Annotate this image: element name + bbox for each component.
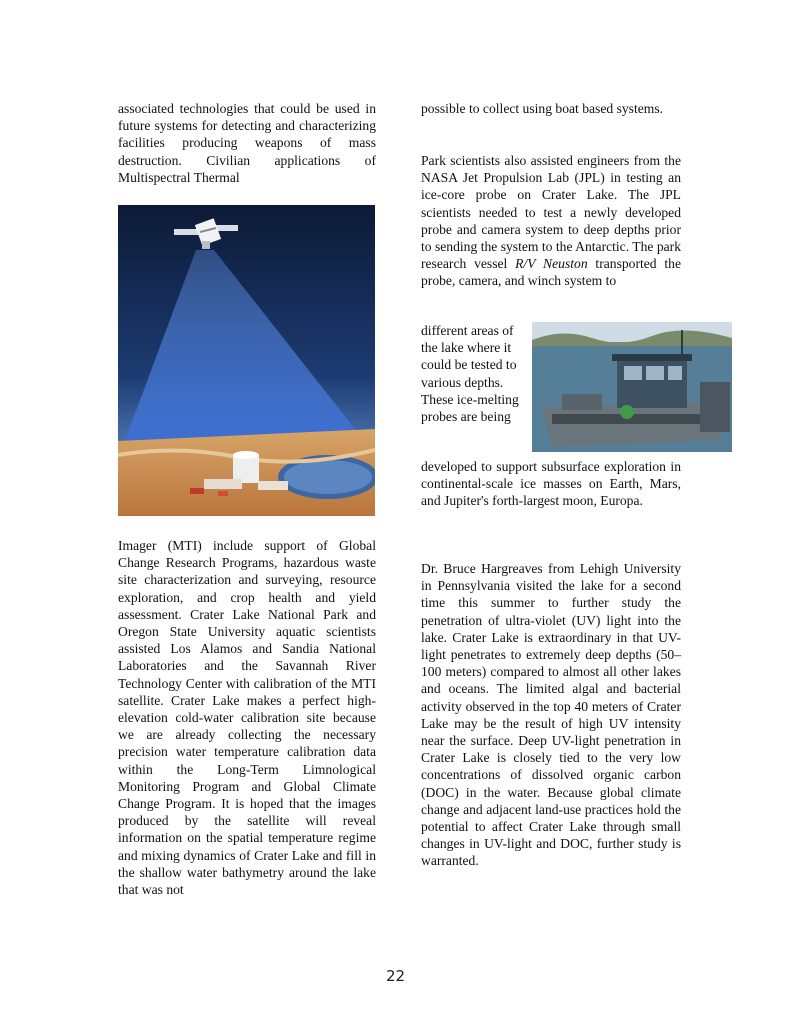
paragraph-mti-intro: associated technologies that could be used in future systems for detecting and characterizing facilities producing weapons of mass destruction. Civilian applications of Multispectral Thermal [118, 101, 376, 185]
paragraph-mti-applications: Imager (MTI) include support of Global Change Research Programs, hazardous waste site characterization and surveying, resource exploration, and crop health and yield assessment. Crater Lake National Park and Oregon State University aquatic scientists assisted Los Alamos and Sandia National Laboratories and the Savannah River Technology Center with calibration of the MTI satellite. Crater Lake makes a perfect high-elevation cold-water calibration site because we are already collecting the necessary precision water temperature calibration data within the Long-Term Limnological Monitoring Program and Global Climate Change Program. It is hoped that the images produced by the satellite will reveal information on the spatial temperature regime and mixing dynamics of Crater Lake and fill in the shallow water bathymetry around the lake that was not [118, 538, 376, 898]
right-column-jpl-end [421, 458, 681, 510]
paragraph-uv-light: Dr. Bruce Hargreaves from Lehigh University in Pennsylvania visited the lake for a second time this summer to further study the penetration of ultra-violet (UV) light into the lake. Crater Lake is extraordinary in that UV-light penetrates to extremely deep depths (50–100 meters) compared to almost all other lakes and oceans. The limited algal and bacterial activity observed in the top 40 meters of Crater Lake may be the result of high UV intensity near the surface. Deep UV-light penetration in Crater Lake is closely tied to the very low concentrations of dissolved organic carbon (DOC) in the water. Because global climate change and adjacent land-use practices hold the potential to affect Crater Lake through small changes in UV-light and DOC, further study is warranted. [421, 561, 681, 869]
satellite-illustration [118, 205, 375, 516]
paragraph-boat-systems: possible to collect using boat based systems. [421, 101, 664, 116]
paragraph-jpl-probe [421, 152, 681, 290]
left-column-bottom-text [118, 537, 376, 898]
page-number: 22 [385, 967, 406, 985]
right-column-uv-text [421, 560, 681, 870]
research-vessel-photo [532, 322, 732, 452]
left-column-top-text [118, 100, 376, 186]
right-column-jpl-text [421, 152, 681, 290]
right-column-top-text [421, 100, 681, 117]
jpl-text-part2: transported the probe, camera, and winch system to [421, 256, 681, 289]
jpl-text-part1: Park scientists also assisted engineers from the NASA Jet Propulsion Lab (JPL) in testing an ice-core probe on Crater Lake. The JPL scientists needed to test a newly developed probe and camera system to deep depths prior to sending the system to the Antarctic. The park research vessel [421, 153, 681, 272]
paragraph-jpl-wrap: different areas of the lake where it could be tested to various depths. These ice-melting probes are being [421, 323, 519, 425]
paragraph-jpl-end: developed to support subsurface exploration in continental-scale ice masses on Earth, Mars, and Jupiter's forth-largest moon, Europa. [421, 459, 681, 509]
vessel-name: R/V Neuston [515, 256, 588, 272]
right-column-wrap-text [421, 322, 526, 425]
